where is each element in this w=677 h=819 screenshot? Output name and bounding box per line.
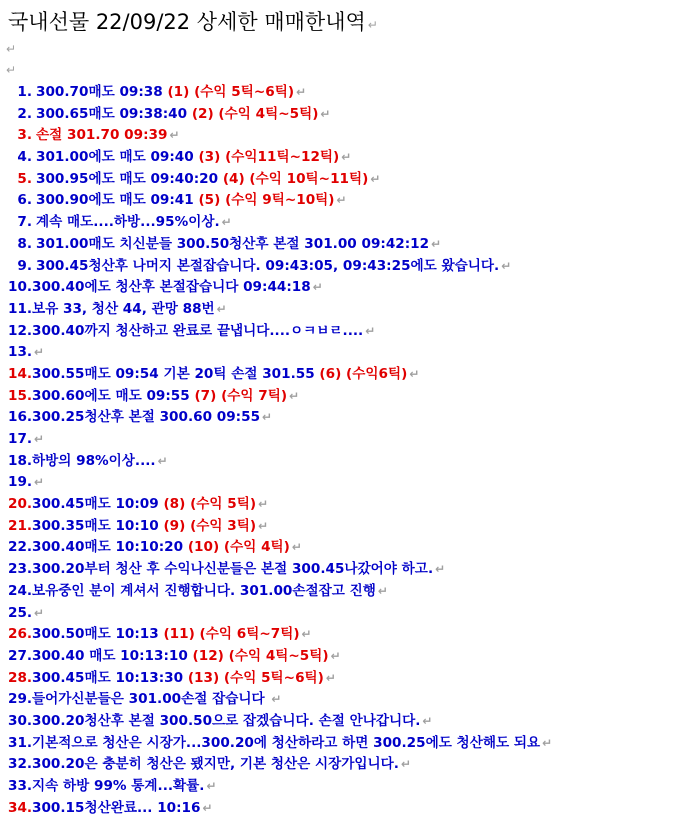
list-item-text xyxy=(32,626,312,642)
list-item-text xyxy=(32,496,268,512)
trade-text: 300.50매도 10:13 xyxy=(32,626,164,643)
list-item-number: 8. xyxy=(17,235,32,252)
list-item xyxy=(0,798,677,819)
list-item-text xyxy=(36,106,330,122)
trade-text: 하방의 98%이상.... xyxy=(32,452,156,469)
list-item-text xyxy=(32,778,217,794)
list-item xyxy=(0,429,677,451)
list-item-number: 11. xyxy=(8,300,33,317)
list-item xyxy=(0,711,677,733)
paragraph-mark-icon: ↵ xyxy=(341,150,352,165)
list-item xyxy=(0,82,677,104)
profit-note: (12) (수익 4틱~5틱) xyxy=(192,647,329,664)
list-item-number: 21. xyxy=(8,517,33,534)
list-item xyxy=(0,256,677,278)
profit-note: (5) (수익 9틱~10틱) xyxy=(198,192,335,209)
trade-text: 300.45매도 10:09 xyxy=(32,496,164,513)
profit-note: (10) (수익 4틱) xyxy=(187,539,290,556)
list-item xyxy=(0,754,677,776)
trade-text: 300.40에도 청산후 본절잡습니다 09:44:18 xyxy=(32,279,311,296)
trade-text: 300.60에도 매도 09:55 xyxy=(32,387,195,404)
list-item-number: 18. xyxy=(8,452,33,469)
paragraph-mark-icon: ↵ xyxy=(367,18,378,32)
trade-text: 300.20청산후 본절 300.50으로 잡겠습니다. 손절 안나갑니다. xyxy=(32,712,421,729)
trade-log-list xyxy=(0,82,677,819)
list-item-number: 19. xyxy=(8,474,33,491)
list-item xyxy=(0,603,677,625)
trade-text: 300.65매도 09:38:40 xyxy=(36,105,192,122)
list-item-number: 9. xyxy=(17,257,32,274)
paragraph-mark-icon: ↵ xyxy=(296,85,307,99)
list-item-number: 12. xyxy=(8,322,33,339)
trade-text: 기본적으로 청산은 시장가...300.20에 청산하라고 하면 300.25에도 청산해도 되요 xyxy=(32,734,541,751)
paragraph-mark-icon: ↵ xyxy=(34,475,45,490)
list-item-text xyxy=(32,431,44,447)
profit-note: (4) (수익 10틱~11틱) xyxy=(222,170,369,187)
list-item xyxy=(0,125,677,147)
trade-text: 300.45청산후 나머지 본절잡습니다. 09:43:05, 09:43:25에도 왔습니다. xyxy=(36,257,500,274)
list-item-number: 27. xyxy=(8,647,33,664)
list-item-number: 29. xyxy=(8,691,33,708)
list-item-text xyxy=(32,453,168,469)
paragraph-mark-icon: ↵ xyxy=(320,106,331,121)
empty-paragraph-mark-icon: ↵ xyxy=(6,42,17,56)
trade-text: 300.55매도 09:54 기본 20틱 손절 301.55 xyxy=(32,365,320,382)
list-item-text xyxy=(32,409,272,425)
list-item-number: 16. xyxy=(8,409,33,426)
trade-text: 301.00매도 치신분들 300.50청산후 본절 301.00 09:42:12 xyxy=(36,235,430,252)
list-item-text xyxy=(32,691,281,707)
list-item-text xyxy=(32,735,552,751)
list-item-number: 15. xyxy=(8,387,33,404)
list-item xyxy=(0,386,677,408)
list-item-text xyxy=(36,149,351,165)
list-item xyxy=(0,190,677,212)
paragraph-mark-icon: ↵ xyxy=(365,323,376,338)
list-item-number: 28. xyxy=(8,669,33,686)
list-item-text xyxy=(32,474,44,490)
paragraph-mark-icon: ↵ xyxy=(271,692,282,707)
list-item xyxy=(0,147,677,169)
list-item-text xyxy=(32,756,411,772)
list-item-text xyxy=(36,171,380,187)
list-item-text xyxy=(32,561,445,577)
paragraph-mark-icon: ↵ xyxy=(206,779,217,793)
list-item xyxy=(0,407,677,429)
paragraph-mark-icon: ↵ xyxy=(262,410,273,425)
list-item-text xyxy=(32,648,341,664)
list-item-number: 5. xyxy=(17,170,32,187)
trade-text: 300.45매도 10:13:30 xyxy=(32,669,188,686)
list-item xyxy=(0,169,677,191)
list-item xyxy=(0,494,677,516)
paragraph-mark-icon: ↵ xyxy=(157,453,168,468)
list-item-text xyxy=(32,583,388,599)
list-item-number: 30. xyxy=(8,712,33,729)
profit-note: (7) (수익 7틱) xyxy=(194,387,288,404)
list-item xyxy=(0,234,677,256)
paragraph-mark-icon: ↵ xyxy=(216,301,227,316)
list-item-text xyxy=(32,366,419,382)
list-item-number: 1. xyxy=(17,84,32,100)
paragraph-mark-icon: ↵ xyxy=(291,540,302,555)
paragraph-mark-icon: ↵ xyxy=(336,193,347,208)
paragraph-mark-icon: ↵ xyxy=(202,800,213,815)
list-item xyxy=(0,581,677,603)
paragraph-mark-icon: ↵ xyxy=(34,345,45,360)
list-item-text xyxy=(32,713,432,729)
list-item-number: 3. xyxy=(17,127,32,144)
list-item-number: 6. xyxy=(17,192,32,209)
paragraph-mark-icon: ↵ xyxy=(301,627,312,642)
list-item-number: 24. xyxy=(8,582,33,599)
trade-text: 300.95에도 매도 09:40:20 xyxy=(36,170,223,187)
list-item xyxy=(0,733,677,755)
list-item-number: 10. xyxy=(8,279,33,296)
list-item-number: 2. xyxy=(17,105,32,122)
trade-text: 300.40까지 청산하고 완료로 끝냅니다....ㅇㅋㅂㄹ.... xyxy=(32,322,364,339)
list-item-number: 20. xyxy=(8,496,33,513)
list-item-text xyxy=(32,800,213,816)
list-item-text xyxy=(32,323,375,339)
list-item-text xyxy=(32,279,323,295)
profit-note: (3) (수익11틱~12틱) xyxy=(198,149,340,166)
list-item-text xyxy=(32,605,44,621)
list-item-number: 31. xyxy=(8,734,33,751)
list-item xyxy=(0,776,677,798)
paragraph-mark-icon: ↵ xyxy=(431,236,442,251)
paragraph-mark-icon: ↵ xyxy=(400,757,412,772)
paragraph-mark-icon: ↵ xyxy=(312,280,323,295)
list-item-text xyxy=(36,214,232,230)
trade-text: 300.40매도 10:10:20 xyxy=(32,539,188,556)
list-item xyxy=(0,537,677,559)
paragraph-mark-icon: ↵ xyxy=(325,670,336,685)
paragraph-mark-icon: ↵ xyxy=(435,562,446,577)
profit-note: (8) (수익 5틱) xyxy=(163,496,257,513)
profit-note: (6) (수익6틱) xyxy=(319,365,408,382)
profit-note: (2) (수익 4틱~5틱) xyxy=(191,105,319,122)
list-item-number: 14. xyxy=(8,365,33,382)
list-item-text xyxy=(36,127,180,143)
paragraph-mark-icon: ↵ xyxy=(258,518,269,533)
list-item xyxy=(0,516,677,538)
list-item xyxy=(0,104,677,126)
paragraph-mark-icon: ↵ xyxy=(377,583,388,598)
list-item-number: 33. xyxy=(8,778,33,794)
trade-text: 300.25청산후 본절 300.60 09:55 xyxy=(32,409,261,426)
list-item-number: 23. xyxy=(8,561,33,578)
list-item-text xyxy=(32,670,336,686)
trade-text: 300.40 매도 10:13:10 xyxy=(32,647,193,664)
paragraph-mark-icon: ↵ xyxy=(501,258,512,273)
list-item-number: 32. xyxy=(8,756,33,773)
paragraph-mark-icon: ↵ xyxy=(330,648,341,663)
list-item xyxy=(0,364,677,386)
paragraph-mark-icon: ↵ xyxy=(542,735,553,750)
profit-note: (13) (수익 5틱~6틱) xyxy=(187,669,324,686)
profit-note: (11) (수익 6틱~7틱) xyxy=(163,626,300,643)
profit-note: (1) (수익 5틱~6틱) xyxy=(167,84,295,100)
trade-text: 300.70매도 09:38 xyxy=(36,84,168,100)
document-title xyxy=(8,6,378,36)
list-item-number: 17. xyxy=(8,431,33,447)
list-item xyxy=(0,472,677,494)
paragraph-mark-icon: ↵ xyxy=(289,388,300,403)
paragraph-mark-icon: ↵ xyxy=(409,366,420,381)
paragraph-mark-icon: ↵ xyxy=(34,432,45,446)
list-item xyxy=(0,212,677,234)
profit-note: (9) (수익 3틱) xyxy=(163,517,257,534)
trade-text: 300.35매도 10:10 xyxy=(32,517,164,534)
paragraph-mark-icon: ↵ xyxy=(258,497,269,512)
list-item xyxy=(0,689,677,711)
list-item-text xyxy=(32,301,227,317)
list-item xyxy=(0,624,677,646)
list-item-text xyxy=(32,344,44,360)
list-item xyxy=(0,451,677,473)
list-item-number: 22. xyxy=(8,539,33,556)
list-item xyxy=(0,646,677,668)
list-item xyxy=(0,321,677,343)
list-item xyxy=(0,559,677,581)
trade-text: 들어가신분들은 301.00손절 잡습니다 xyxy=(32,691,270,708)
list-item-text xyxy=(32,388,299,404)
list-item xyxy=(0,668,677,690)
trade-text: 보유 33, 청산 44, 관망 88번 xyxy=(32,300,215,317)
list-item xyxy=(0,342,677,364)
list-item-text xyxy=(36,236,441,252)
list-item-text xyxy=(36,84,306,100)
title-text: 국내선물 22/09/22 상세한 매매한내역 xyxy=(8,10,366,34)
trade-text: 보유중인 분이 계셔서 진행합니다. 301.00손절잡고 진행 xyxy=(32,582,376,599)
list-item-number: 34. xyxy=(8,799,33,816)
list-item-number: 7. xyxy=(17,214,32,231)
list-item-number: 26. xyxy=(8,626,33,643)
trade-text: 300.90에도 매도 09:41 xyxy=(36,192,199,209)
trade-text: 300.20은 충분히 청산은 됐지만, 기본 청산은 시장가입니다. xyxy=(32,756,399,773)
list-item xyxy=(0,277,677,299)
trade-text: 301.00에도 매도 09:40 xyxy=(36,149,199,166)
paragraph-mark-icon: ↵ xyxy=(422,713,433,728)
list-item-number: 13. xyxy=(8,344,33,361)
trade-text: 300.20부터 청산 후 수익나신분들은 본절 300.45나갔어야 하고. xyxy=(32,561,434,578)
paragraph-mark-icon: ↵ xyxy=(34,605,45,620)
profit-note: 손절 301.70 09:39 xyxy=(36,127,168,144)
list-item-text xyxy=(36,192,347,208)
list-item-text xyxy=(32,518,268,534)
paragraph-mark-icon: ↵ xyxy=(370,171,381,186)
empty-paragraph-mark-icon: ↵ xyxy=(6,63,17,77)
trade-text: 지속 하방 99% 통계...확률. xyxy=(32,778,205,794)
list-item-text xyxy=(32,539,302,555)
paragraph-mark-icon: ↵ xyxy=(169,128,180,143)
list-item-number: 25. xyxy=(8,604,33,621)
trade-text: 300.15청산완료... 10:16 xyxy=(32,799,201,816)
list-item-text xyxy=(36,258,511,274)
paragraph-mark-icon: ↵ xyxy=(221,215,232,230)
list-item-number: 4. xyxy=(17,149,32,166)
trade-text: 계속 매도....하방...95%이상. xyxy=(36,214,220,231)
list-item xyxy=(0,299,677,321)
